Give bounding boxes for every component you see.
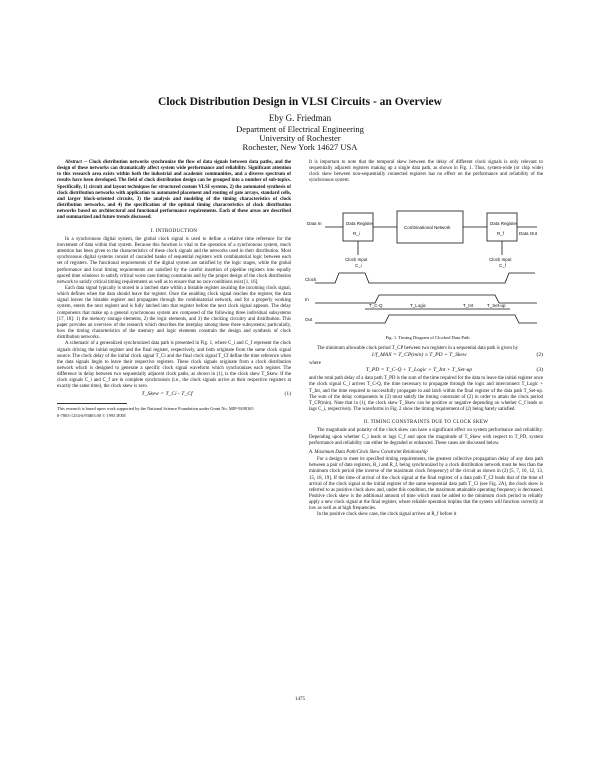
paragraph: The minimum allowable clock period T_CP between two registers in a sequential data path is given by (317, 346, 519, 351)
affiliation-line: University of Rochester (259, 133, 341, 143)
affiliation-line: Department of Electrical Engineering (236, 124, 364, 134)
out-waveform (315, 315, 537, 323)
author-name: Eby G. Friedman (268, 113, 332, 123)
paragraph: For a design to meet its specified timing requirements, the greatest collective propagation delay of any data path between a pair of data registers, R_i and R_f, being synchronized by a clock distribution network must be less than the minimum clock period (the inverse of the maximum clock frequency) of the circuit as shown in (2) [5, 7, 10, 12, 13, 15, 18, 19]. If the time of arrival of the clock signal at the final register of a data path T_Cf leads that of the time of arrival of the clock signal at the initial register of the same sequential data path T_Ci (see Fig. 2A), the clock skew is referred to as positive clock skew and, under this condition, the maximum attainable operating frequency is decreased. Positive clock skew is the additional amount of time which must be added to the minimum clock period to reliably apply a new clock signal at the final register, where reliable operation implies that the system will function correctly at low as well as at high frequencies. (309, 457, 543, 512)
paper-title: Clock Distribution Design in VLSI Circuits - an Overview (158, 96, 442, 108)
cf-label: C_f (499, 263, 507, 268)
rf-label: R_f (497, 231, 505, 236)
clock-row-label: Clock (305, 277, 317, 282)
paragraph: It is important to note that the temporal skew between the delay of different clock signals is only relevant to sequentially adjacent registers making up a single data path, as shown in Fig. 1. Thus, system-wide (or chip wide) clock skew between non-sequentially connected registers has no effect on the performance and reliability of the synchronous system. (309, 160, 543, 184)
data-register-right-label: Data Register (490, 221, 518, 226)
combinational-network-label: Combinational Network (404, 225, 451, 230)
tlogic-label: T_Logic (410, 303, 427, 308)
intro-paragraph: Each data signal typically is stored in a latched state within a bistable register awaiting the incoming clock signal, which defines when the data should leave the register. Once the enabling clock signal reaches the register, the data signal leaves the bistable register and propagates through the combinatorial network, and for a properly working system, enters the next register and is fully latched into that register before the next clock signal appears. The delay components that make up a general synchronous system are composed of the following three individual subsystems [17, 18]: 1) the memory storage elements, 2) the logic elements, and 3) the clocking circuitry and distribution. This paper provides an overview of the research which describes the interplay among these three subsystems; particularly, how the timing characteristics of the memory and logic elements constrain the design and synthesis of clock distribution networks. (57, 285, 291, 341)
equation-1 (57, 391, 291, 400)
left-column (57, 160, 291, 418)
timing-diagram (305, 205, 550, 335)
intro-paragraph: In a synchronous digital system, the global clock signal is used to define a relative time reference for the movement of data within that system. Because this function is vital to the operation of a synchronous system, much attention has been given to the characteristics of these clock signals and the networks used in their distribution. Most synchronous digital systems consist of cascaded banks of sequential registers with combinatorial logic between each set of registers. The functional requirements of the digital system are satisfied by the logic stages, while the global performance and local timing requirements are satisfied by the careful insertion of pipeline registers into equally spaced time windows to satisfy critical worst case timing constraints and by the proper design of the clock distribution network to satisfy critical timing requirements as well as to ensure that no race conditions exist [1, 16]. (57, 236, 291, 285)
abstract-label: Abstract (65, 160, 82, 165)
footnote: This research is based upon work supported by the National Science Foundation under Grant No. MIP-9208165 (57, 405, 254, 411)
section-heading: II. TIMING CONSTRAINTS DUE TO CLOCK SKEW (363, 419, 489, 426)
tsetup-label: T_Set-up (487, 303, 506, 308)
clock-waveform (315, 273, 535, 283)
data-out-label: Data Out (519, 231, 538, 236)
abstract-text: -- Clock distribution networks synchronize the flow of data signals between data paths, and the design of these networks can dramatically affect system wide performance and reliability. Significant attention to this research area exists within both the industrial and academic communities, and a diverse spectrum of results have been developed. The field of clock distribution design can be grouped into a number of sub-topics. Specifically, 1) circuit and layout techniques for structured custom VLSI systems, 2) the automated synthesis of clock distribution networks with application to automated placement and routing of gate arrays, standard cells, and larger block-oriented circuits, 3) the analysis and modeling of the timing characteristics of clock distribution networks, and 4) the specification of the optimal timing characteristics of clock distribution networks based on architectural and functional performance requirements. Each of these areas are described and summarized and future trends discussed. (57, 160, 291, 221)
equation-body: T_PD = T_C-Q + T_Logic + T_Int + T_Set-up (365, 367, 473, 374)
where-label: where (309, 361, 321, 367)
paragraph: and the total path delay of a data path T_PD is the sum of the time required for the data to leave the initial register once the clock signal C_i arrives T_C-Q, the time necessary to propagate through the logic and interconnect T_Logic + T_Int, and the time required to successfully propagate to and latch within the final register of the data path T_Set-up. The sum of the delay components in (3) must satisfy the timing constraint of (2) in order to attain the clock period T_CP(min). Note that in (1), the clock skew T_Skew can be positive or negative depending on whether C_f leads or lags C_i, respectively. The waveforms in Fig. 2 show the timing requirement of (2) being barely satisfied. (309, 376, 543, 413)
equation-2 (309, 352, 543, 361)
data-register-box-left (343, 213, 373, 241)
right-column-top (309, 160, 543, 185)
equation-number: (3) (536, 367, 543, 374)
subsection-heading: A. Maximum Data Path/Clock Skew Constraint Relationship (309, 449, 428, 455)
footnote-rule (57, 403, 127, 404)
abstract (57, 160, 291, 222)
out-row-label: Out (305, 317, 313, 322)
figure-caption: Fig. 1. Timing Diagram of Clocked Data Path (385, 335, 470, 340)
section-heading: I. INTRODUCTION (150, 227, 198, 234)
equation-3 (309, 367, 543, 376)
ri-label: R_i (353, 231, 360, 236)
in-row-label: In (305, 297, 309, 302)
in-waveform (315, 295, 537, 303)
clock-input-left-label: Clock Input (345, 257, 368, 262)
figure-1 (305, 205, 550, 335)
equation-body: 1/f_MAX = T_CP(min) ≥ T_PD + T_Skew (371, 352, 467, 359)
affiliation-line: Rochester, New York 14627 USA (242, 142, 358, 152)
paragraph: In the positive clock skew case, the clock signal arrives at R_f before it (317, 512, 457, 518)
data-register-left-label: Data Register (346, 221, 374, 226)
clock-input-right-label: Clock Input (489, 257, 512, 262)
tint-label: T_Int (463, 303, 474, 308)
intro-paragraph: A schematic of a generalized synchronized data path is presented in Fig. 1, where C_i and C_f represent the clock signals driving the initial register and the final register, respectively, and both originate from the same clock signal source. The clock delay of the initial clock signal T_Ci and the final clock signal T_Cf define the time reference when the data signals begin to leave their respective registers. These clock signals originate from a clock distribution network which is designed to generate a specific clock signal waveform which synchronizes each register. The difference in delay between two sequentially adjacent clock paths, as shown in (1), is the clock skew T_Skew. If the clock signals C_i and C_f are in complete synchronism (i.e., the clock signals arrive at their respective registers at exactly the same time), the clock skew is zero. (57, 341, 291, 390)
paragraph: The magnitude and polarity of the clock skew can have a significant effect on system performance and reliability. Depending upon whether C_i leads or lags C_f and upon the magnitude of T_Skew with respect to T_PD, system performance and reliability can either be degraded or enhanced. These cases are discussed below. (309, 428, 543, 446)
equation-number: (1) (284, 390, 291, 397)
copyright: 0-7803-1254-6/93$03.00 © 1993 IEEE (57, 413, 126, 419)
data-in-label: Data In (307, 221, 322, 226)
ci-label: C_i (355, 263, 362, 268)
equation-number: (2) (536, 352, 543, 359)
author-block (0, 114, 600, 152)
equation-body: T_Skew = T_Ci - T_Cf (141, 390, 193, 397)
right-column-body (309, 346, 543, 519)
data-register-box-right (487, 213, 517, 241)
page-number: 1475 (295, 697, 305, 702)
tcq-label: T_C-Q (369, 303, 383, 308)
